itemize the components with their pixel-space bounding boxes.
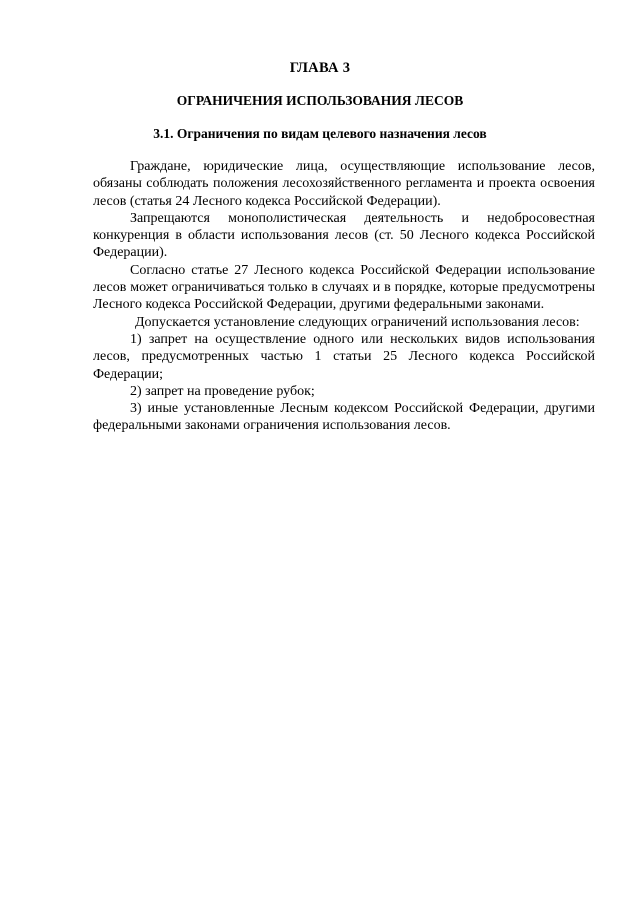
list-item: 3) иные установленные Лесным кодексом Российской Федерации, другими федеральными законами ограничения использования лесов.: [93, 401, 595, 434]
paragraph: Граждане, юридические лица, осуществляющие использование лесов, обязаны соблюдать положения лесохозяйственного регламента и проекта освоения лесов (статья 24 Лесного кодекса Российской Федерации).: [93, 159, 595, 209]
paragraph: Допускается установление следующих ограничений использования лесов:: [135, 314, 580, 330]
paragraph: Согласно статье 27 Лесного кодекса Российской Федерации использование лесов может ограничиваться только в случаях и в порядке, которые предусмотрены Лесного кодекса Российской Федерации, другими федеральными законами.: [93, 262, 595, 313]
list-item: 2) запрет на проведение рубок;: [130, 383, 315, 399]
list-item: 1) запрет на осуществление одного или нескольких видов использования лесов, предусмотренных частью 1 статьи 25 Лесного кодекса Российской Федерации;: [93, 331, 595, 382]
paragraph: Запрещаются монополистическая деятельность и недобросовестная конкуренция в области использования лесов (ст. 50 Лесного кодекса Российской Федерации).: [93, 210, 595, 261]
chapter-title: ОГРАНИЧЕНИЯ ИСПОЛЬЗОВАНИЯ ЛЕСОВ: [176, 93, 464, 108]
document-body: [93, 158, 595, 435]
section-heading: 3.1. Ограничения по видам целевого назначения лесов: [153, 126, 487, 141]
chapter-heading: ГЛАВА 3: [289, 60, 351, 76]
